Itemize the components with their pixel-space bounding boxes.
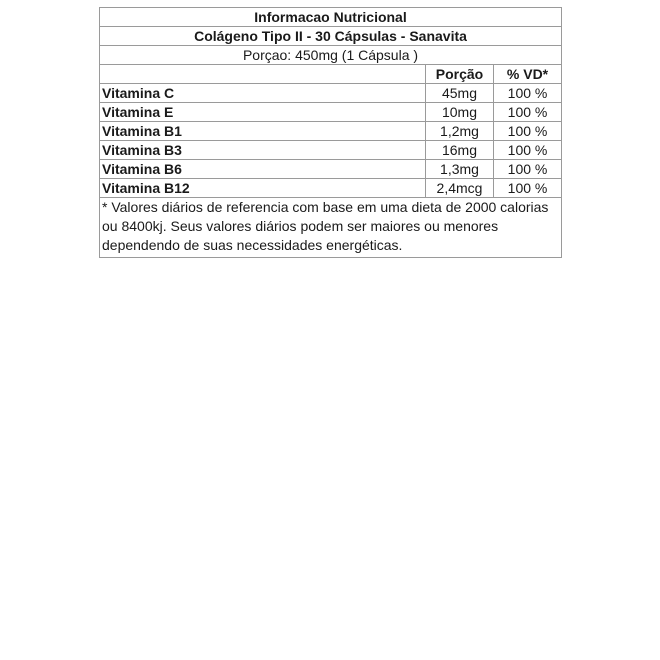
nutrient-name: Vitamina B12 xyxy=(100,179,426,198)
table-row xyxy=(100,103,562,122)
nutrient-name: Vitamina E xyxy=(100,103,426,122)
table-subtitle-row xyxy=(100,27,562,46)
table-row xyxy=(100,160,562,179)
table-title-row xyxy=(100,8,562,27)
nutrient-portion: 10mg xyxy=(426,103,494,122)
nutrient-name: Vitamina B1 xyxy=(100,122,426,141)
table-row xyxy=(100,179,562,198)
serving-size-row xyxy=(100,46,562,65)
product-name: Colágeno Tipo II - 30 Cápsulas - Sanavita xyxy=(100,27,562,46)
column-header-nutrient xyxy=(100,65,426,84)
table-row xyxy=(100,122,562,141)
nutrient-name: Vitamina B6 xyxy=(100,160,426,179)
nutrient-name: Vitamina C xyxy=(100,84,426,103)
table-row xyxy=(100,141,562,160)
nutrient-vd: 100 % xyxy=(494,141,562,160)
footnote: * Valores diários de referencia com base em uma dieta de 2000 calorias ou 8400kj. Seus valores diários podem ser maiores ou menores dependendo de suas necessidades energéticas. xyxy=(100,198,562,258)
column-header-vd: % VD* xyxy=(494,65,562,84)
nutrient-portion: 2,4mcg xyxy=(426,179,494,198)
nutrient-name: Vitamina B3 xyxy=(100,141,426,160)
nutrient-portion: 16mg xyxy=(426,141,494,160)
column-header-row xyxy=(100,65,562,84)
serving-size: Porçao: 450mg (1 Cápsula ) xyxy=(100,46,562,65)
footnote-row xyxy=(100,198,562,258)
column-header-portion: Porção xyxy=(426,65,494,84)
nutrient-vd: 100 % xyxy=(494,103,562,122)
table-row xyxy=(100,84,562,103)
nutrient-portion: 45mg xyxy=(426,84,494,103)
nutrition-facts-table xyxy=(99,7,562,258)
nutrient-portion: 1,3mg xyxy=(426,160,494,179)
nutrient-vd: 100 % xyxy=(494,160,562,179)
nutrient-vd: 100 % xyxy=(494,122,562,141)
table-title: Informacao Nutricional xyxy=(100,8,562,27)
nutrient-portion: 1,2mg xyxy=(426,122,494,141)
nutrient-vd: 100 % xyxy=(494,84,562,103)
nutrient-vd: 100 % xyxy=(494,179,562,198)
